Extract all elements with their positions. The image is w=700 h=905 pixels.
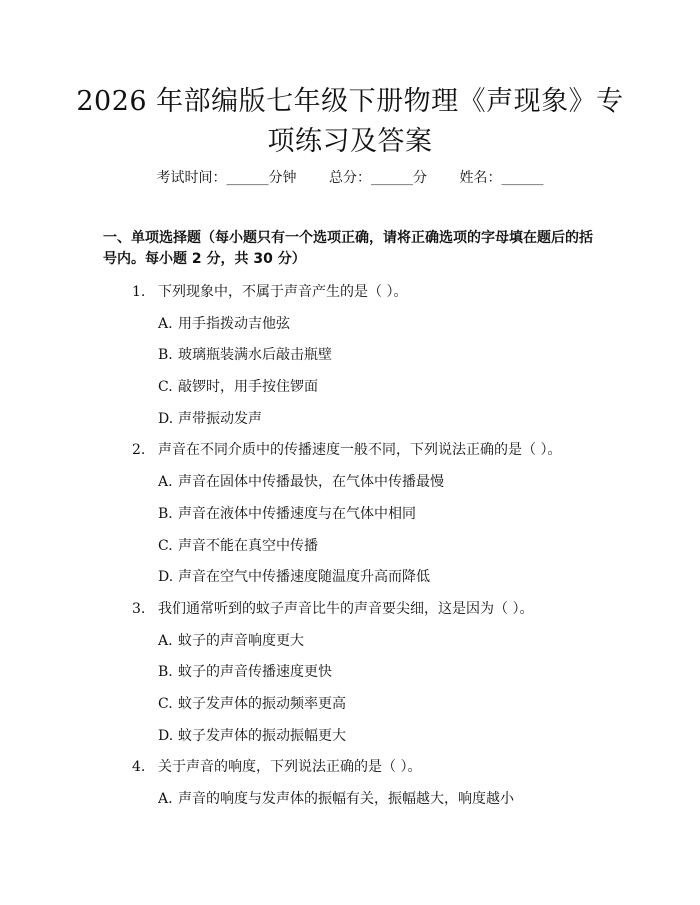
option-text: 蚊子的声音传播速度更快 [178, 664, 332, 680]
option-letter: A. [158, 791, 173, 807]
exam-time-field: 考试时间：______分钟 [156, 170, 297, 186]
question-text: 声音在不同介质中的传播速度一般不同，下列说法正确的是（ ）。 [158, 442, 562, 458]
document-title [70, 82, 630, 162]
option-letter: A. [158, 316, 173, 332]
option-letter: D. [158, 411, 174, 427]
option-letter: C. [158, 538, 173, 554]
option-text: 蚊子的声音响度更大 [178, 633, 304, 649]
question-text: 关于声音的响度，下列说法正确的是（ ）。 [158, 759, 422, 775]
section-heading-line-1: 一、单项选择题（每小题只有一个选项正确，请将正确选项的字母填在题后的括 [103, 230, 593, 246]
option-text: 蚊子发声体的振动频率更高 [178, 696, 346, 712]
question-number: 3. [132, 601, 146, 617]
option-text: 用手指拨动吉他弦 [178, 316, 290, 332]
question-number: 2. [132, 442, 146, 458]
option-text: 蚊子发声体的振动振幅更大 [178, 728, 346, 744]
question-text: 我们通常听到的蚊子声音比牛的声音要尖细，这是因为（ ）。 [158, 601, 534, 617]
title-line-1: 2026 年部编版七年级下册物理《声现象》专 [76, 86, 624, 117]
exam-info [0, 168, 700, 188]
option-letter: C. [158, 379, 173, 395]
question-text: 下列现象中，不属于声音产生的是（ ）。 [158, 284, 408, 300]
option-letter: D. [158, 569, 174, 585]
option-text: 声音的响度与发声体的振幅有关，振幅越大，响度越小 [178, 791, 514, 807]
option-letter: B. [158, 347, 173, 363]
option-text: 玻璃瓶装满水后敲击瓶壁 [178, 347, 332, 363]
option-text: 敲锣时，用手按住锣面 [178, 379, 318, 395]
option-letter: B. [158, 664, 173, 680]
option-text: 声音不能在真空中传播 [178, 538, 318, 554]
option-letter: C. [158, 696, 173, 712]
option-letter: D. [158, 728, 174, 744]
option-text: 声音在固体中传播最快，在气体中传播最慢 [178, 474, 444, 490]
option-letter: A. [158, 633, 173, 649]
section-heading-line-2: 号内。每小题 2 分，共 30 分） [103, 251, 306, 267]
option-text: 声音在液体中传播速度与在气体中相同 [178, 506, 416, 522]
question-number: 4. [132, 759, 146, 775]
option-letter: B. [158, 506, 173, 522]
name-field: 姓名：______ [459, 170, 544, 186]
option-text: 声带振动发声 [178, 411, 262, 427]
section-heading [103, 228, 603, 270]
option-letter: A. [158, 474, 173, 490]
total-score-field: 总分：______分 [329, 170, 427, 186]
question-number: 1. [132, 284, 146, 300]
title-line-2: 项练习及答案 [267, 126, 433, 157]
option-text: 声音在空气中传播速度随温度升高而降低 [178, 569, 430, 585]
